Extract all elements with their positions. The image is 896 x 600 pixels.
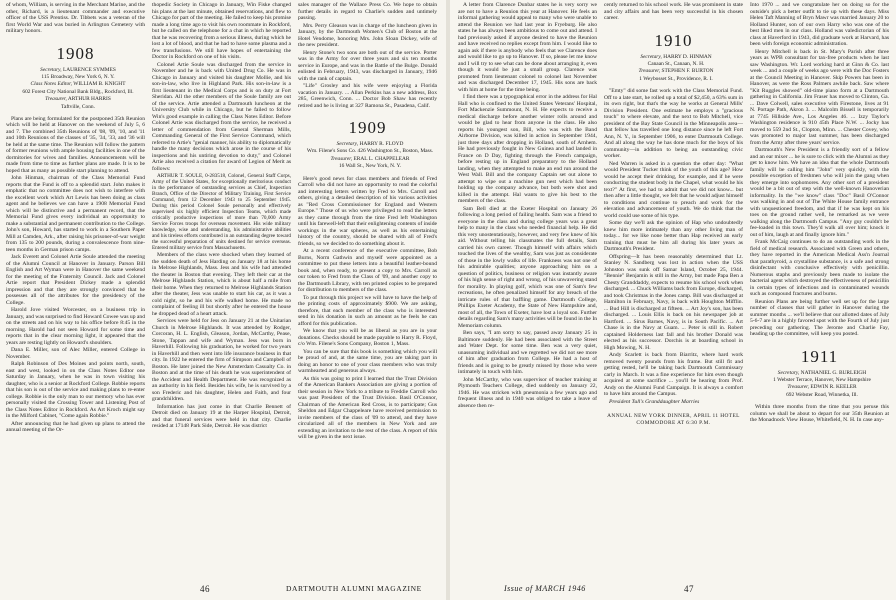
paragraph: I find there was a typographical error in the address for Hal Hall who is confined to the United States Veterans' Hospital, Fort Mackenzie Summount, N. H. He expects to receive a medical discharge before another winter rolls around and would be glad to hear from anyone in the class. He also reports his youngest son, Bill, who was with the Band Airborne Division, was killed in action in September 1944, just three days after dropping in Holland, south of Arnhem. He had previously fought in New Guinea and had landed in France on D Day, fighting through the French campaign, before resting up in England preparatory to the Holland landing, when they attempted to make an end run around the West Wall. Bill and the company Captain set out alone to attempt to wipe out a machine gun nest which had been holding up the company advance, but both were shot and killed in the attempt. Hal wants to give his best to the members of the class. (458, 94, 597, 204)
paragraph: Members of the class were shocked when they learned of the sudden death of Jess Harding on January 18 at his home in Melrose Highlands, Mass. Jess and his wife had attended the theater in Boston that evening. They left their car at the Melrose Highlands Station, which is about half a mile from their home. When they returned to Melrose Highlands Station after the theater, Jess was unable to start his car, as it was a cold night, so he and his wife walked home. He made no complaint of feeling ill but shortly after he entered the house he dropped dead of a heart attack. (152, 252, 291, 317)
paragraph: Harold Jove visited Worcester, on a business trip in January, and was surprised to find Howard Cowee was up and on the streets and on his way to his office before 8:45 in the morning. Harold had not seen Howard for some time and reports that in the clear morning light, it appeared that the years are resting lightly on Howard's shoulders. (6, 307, 145, 346)
class-year: 1909 (348, 118, 387, 137)
paragraph: Colonel Artie Soule was discharged from the service in November and he is back with United Drug Co. He was in Chicago in January and visited his daughter Mollie, and his son-in-law, who live in Highland Park. His son-in-law is a first lieutenant in the Medical Corps and is on duty at Fort Sheridan. All the other members of the Soule family are out of the service. Artie attended a Dartmouth luncheon at the University Club while in Chicago, but he failed to follow Win's good example in calling the Class Notes Editor. Before Colonel Artie was discharged from the service, he received a letter of commendation from General Sherman Mills, Commanding General of the First Service Command, which referred to Artie's "genial manner, his ability to diplomatically handle the many decisions which arose in the course of his inspections and his untiring devotion to duty," and Colonel Artie also received a citation for award of Legion of Merit as follows: (152, 61, 291, 172)
officer-address: Taftville, Conn. (61, 103, 95, 110)
officer-address: Wm. Filene's Sons Co. 426 Washington St., Boston, Mass. (306, 148, 434, 155)
page-number: 47 (684, 584, 694, 594)
right-column-2 (604, 2, 743, 580)
issue-footer: Issue of MARCH 1946 (504, 584, 586, 593)
officer-line: Secretary, HARRY D. HINMAN (640, 53, 712, 60)
paragraph: To put through this project we will have to have the help of the printing costs of approximately $900. We are asking, therefore, that each member of the class who is interested send in his donation in such an amount as he feels he can afford for this publication. (298, 294, 437, 327)
paragraph: Into 1970 ... and we congratulate her on doing so for the outside's pick a better outfit to tie up with these days. Miss Helen Taft Manning of Bryn Mawr was married January 20 to Holland Hunter, son of our own Harry who was one of the best liked men in our class. Holland was valedictorian of his class at Haverford in 1943, did graduate work at Harvard, has been with foreign economic administration. (750, 2, 889, 47)
officer-line: Secretary, NATHANIEL G. BURLEIGH (777, 369, 867, 376)
paragraph: Henry Stone's two sons are both out of the service. Porter was in the Army for over three years and six ten months service in Europe, and was in the Battle of the Bulge. Donald enlisted in February, 1943, was discharged in January, 1946 with the rank of captain. (298, 49, 437, 82)
paragraph: At a recent conference of the executive committee, Bob Burns, Norm Gathwin and myself were appointed as a committee to put these letters into a beautiful leather-bound book and, when ready, to present a copy to Mrs. Carroll as our token to Fred from the Class of '09, and another copy to the Dartmouth Library, with ten printed copies to be prepared for distribution to members of the class. (298, 248, 437, 294)
paragraph: You can be sure that this book is something which you will be proud of and, at the same time, you are taking part in doing an honor to one of your class members who was truly warmhearted and generous always. (298, 348, 437, 375)
class-1910-heading (604, 32, 743, 83)
officer-address: 16 Wall St., New York, N. Y. (338, 163, 402, 170)
officer-line: Class Notes Editor, WILLIAM B. KNIGHT (30, 81, 126, 88)
officer-address: 692 Webster Road, Winnetka, Ill. (786, 391, 858, 398)
paragraph: Reunion Plans are being further well set up for the large number of classes that will gather in Hanover during the summer months ... we'll believe that our allotted dates of July 5-6-7 are in a highly favored spot with the Fourth of July just preceding our gathering. The Jerome and Charlie Fay, heading up the committee, will keep you posted. (750, 298, 889, 337)
class-year: 1911 (800, 346, 839, 366)
paragraph: Ben says, "I am sorry to say, passed away January 25 in Baltimore suddenly. He had been associated with the Street and Water Dept. for some time. Ben was a very quiet, unassuming individual and we regretted we did not see more of him after graduation from College. He had a host of friends and is going to be greatly missed by those who were intimately in touch with him. (458, 330, 597, 375)
paragraph: John McCarthy, who was supervisor of teacher training at Plymouth Teachers College, died suddenly on January 22, 1946. He was stricken with pneumonia a few years ago and frequent illness and in 1940 was obliged to take a leave of absence then re- (458, 376, 597, 409)
paragraph: Frank McCaig continues to do an outstanding work in the field of medical research. Associated with Green and others, they have reported in the American Medical Ass'n Journal that parathyroid, a crystalline substance, is a safe and strong disinfectant with conclusive effectively with penicillin. Numerous staphs and previously been made to isolate the bacterial agent which destroyed the effectiveness of penicillin in certain types of infections and in contaminated wounds such as compound fractures and burns. (750, 239, 889, 297)
paragraph: As this was going to print I learned that the Trust Division of the American Bankers Association are giving a portion of their session in New York to a tribute to Freddie Carroll who was past President of the Trust Division. Basil O'Connor, Chairman of the American Red Cross, is to participate; Gus Sheldon and Edgar Chappeleare have received permission to invite members of the class of '09 to attend, and they have circularized all of the members in New York and are extending an invitation to the rest of the class. A report of this will be given in the next issue. (298, 375, 437, 441)
officer-line: Treasurer, STEPHEN F. BURTON (638, 68, 714, 75)
paragraph: Ned Warren is asked in a question the other day: "What would President Tucker think of the youth of this age? How would he accept their drinking, for example, and if he were conducting the student body in the Chapel, what would he his text?" At first, we had to admit that we did not know... but then after a little thought, we felt that he would adjust himself to conditions and continue to preach and work for the elevation and advancement of youth. We do think that the world could use some of his type. (604, 160, 743, 219)
paragraph: Some day we'll ask the opinion of Hap who undoubtedly knew him more intimately than any other living man of today... for we like none better than Hap received an early training that must be him all during his later years as Dartmouth's President. (604, 220, 743, 253)
officer-address: 1 Weybosset St., Providence, R. I. (639, 75, 713, 82)
running-footer: DARTMOUTH ALUMNI MAGAZINE (286, 584, 422, 593)
officer-line: Treasurer, ARTHUR HARRIS (45, 96, 111, 103)
officer-address: Canaan St., Canaan, N. H. (647, 60, 705, 67)
paragraph: We know that you will be as liberal as you are in your donations. Checks should be made payable to Harry R. Floyd, c/o Wm. Filene's Sons Company, Boston 1, Mass. (298, 328, 437, 348)
right-page-footer (450, 582, 896, 596)
class-1908-heading (6, 45, 145, 110)
paragraph: Services were held for Jess on January 21 at the Unitarian Church in Melrose Highlands. It was attended by Rodger, Corcoran, H. L. English, Gleason, Jordan, McCarthy, Pease, Stone, Tappan and wife and Wyman. Jess was born in Haverhill. Following his graduation, he worked for two years in Haverhill and then went into life insurance business in that city. In 1922 he entered the firm of Simpson and Campbell of Boston. He later joined the New Amsterdam Casualty Co. in Boston and at the time of his death he was superintendent of the Accident and Health Department. He was recognized as an authority in his field. Besides his wife, he is survived by a son Frederic and his daughter, Helen and Faith, and four grandchildren. (152, 318, 291, 402)
citation-paragraph: ARTHUR T. SOULE, 0-283518, Colonel, General Staff Corps, Army of the United States, for exceptionally meritorious conduct in the performance of outstanding services as Chief, Inspection Branch, Office of the Director of Military Training, First Service Command, from 12 December 1943 to 25 September 1945. During this period Colonel Soule personally and effectively supervised six highly efficient Inspection Teams, which made critically productive inspections of more than 70,000 Army Service Forces troops for overseas movement. His wide military knowledge, wise and understanding, his administrative abilities and his tireless efforts contributed in an outstanding degree toward the successful preparation of units destined for service overseas. Entered military service from Massachusetts. (152, 173, 291, 251)
class-year: 1910 (654, 30, 693, 50)
paragraph: Dartmouth's New President is a friendly sort of a fellow and an ear mixer ... he is sure to click with the Alumni as they get to know him. We have an idea that the whole Dartmouth family will be calling him "John" very quickly, with the possible exception of freshmen who will join the gang when they emerge into sophomores. Any other sort of a president would be a bit out of step with the well-known Hanoverian informality. In the "we know" class "Doc" Basil O'Connor was walking in and out of The White House family entrance with unquestioned freedom, and that if he was kept on his toes on the ground rather well, he remarked as we were walking along the Dartmouth Campus. "Any guy couldn't be fee-loaded in this town. They'd walk all over him; knock it out of him, laugh at and finally ignore him." (750, 147, 889, 238)
left-column-1 (6, 2, 145, 580)
paragraph: "Life" Grosley and his wife were enjoying a Florida vacation in January. ... Allan Perkins has a new address, Box 285, Greenwich, Conn. ... Doctor Bob Shaw has recently retired and he is living at 327 Ramona St., Pasadena, Calif. (298, 83, 437, 109)
paragraph: of whom, William, is serving in the Merchant Marine, and the other, Richard, is a lieutenant commander and executive officer of the USS Prentiss. Dr. Tibbets was a veteran of the first World War and was buried in Arlington Cemetery with military honors. (6, 2, 145, 34)
paragraph: Sam Bell died at the Exeter Hospital on January 26 following a long period of failing health. Sam was a friend to everyone in the class and during college years was a great help to many in the class who needed financial help. He did this very unostentatiously, however, and very few knew of his aid. Without telling his classmates the full details, Sam carried his own career. Though himself with affairs which touched the lives of the wealthy, Sam was just as considerate of those in the lowly walks of life. Frankness was not one of his admirable qualities; anyone approaching him on a question of politics, business or religion was instantly aware of his high sense of right and wrong, of his unwavering stand for morality. In playing golf, which was one of Sam's few recreations, he often penalized himself for any breach of the intricate rules of that baffling game. Dartmouth College, Phillips Exeter Academy, the State of New Hampshire and, most of all, the Town of Exeter, have lost a loyal son. Further details regarding Sam's many activities will be found in the In Memoriam column. (458, 205, 597, 329)
paragraph: Within three months from the time that you peruse this column we shall be about to depart for our 35th Reunion at the Monadnock View House, Whitefield, N. H. In case any- (750, 404, 889, 424)
left-column-3 (298, 2, 437, 580)
officer-line: Treasurer, ERAL L. CHAPPELEAR (330, 155, 410, 162)
officer-line: Secretary, HARRY R. FLOYD (336, 141, 404, 147)
paragraph: "Emty" did some fast work with the Class Memorial Fund. Off to a late start, he rolled up a total of $2,450, a 63% sum in its own right, but that's the way he works at General Mills' Division President. One estimate he employs a "gracious touch" to where elevate, and the next to Bob Mitchell, vice president of the Bay State Council in the Minneapolis area—that fellow has travelled one long distance since he left Fort Ann, N. Y., in September 1906, to enter Dartmouth College. And all along the way he has done much for the boys of his community—in addition to being an outstanding civic worker. (604, 88, 743, 160)
paragraph: After announcing that he had given up plans to attend the annual meeting of the Or- (6, 420, 145, 434)
left-page (0, 0, 446, 600)
right-column-3 (750, 2, 889, 580)
paragraph: Dana E. Miller, son of Alec Miller, entered College in November. (6, 347, 145, 360)
officer-address: 1 Webster Terrace, Hanover, New Hampshire (773, 376, 871, 383)
officer-address: 602 Forest City National Bank Bldg., Rockford, Ill. (22, 88, 134, 95)
dinner-announcement: ANNUAL NEW YORK DINNER, APRIL 11 HOTEL COMMODORE AT 6:30 P.M. (607, 413, 740, 427)
paragraph: Here's good news for class members and friends of Fred Carroll who did not have an opportunity to read the colorful and interesting letters written by Fred to Mrs. Carroll and others, giving a detailed description of his various activities as "Red Cross Commissioner for England and Western Europe." Those of us who were privileged to read the letters as they came through from the time Fred left Washington until his farewell-left that their enlightening contents of inside workings in the war spheres, as well as his entertaining history of the country, should be shared with all of Fred's friends, so we decided to do something about it. (298, 175, 437, 247)
subheading: President Tull's Granddaughter Marries (609, 398, 700, 405)
paragraph: Offspring—It has been reasonably determined that Lt. Stanley N. Sandberg was lost in action when the USS Johnston was sunk off Samar Island, October 25, 1944. "Bennie" Benjamin is still in the Army, but made Papa Ben a Chesty Granddaddy, expects to resume his school work when discharged. ... Chuck Williams back from Europe, discharged, and took Christmas in the Jones camp. Bill was discharged at Hamilton in February, Navy, is back with Houghton Mifflin. ... Bud Hill is discharged at fifteen. ... Art Joy's son, has been discharged. ... Louis Ellis is back on his newspaper job at Hartford. ... Sirus Barnes, Navy, is in South Pacific. ... Art Chase is in the Navy at Guam. ... Peter is still in. Robert captained Holderness last fall and his brother Donald was elected as his successor. Dorchis is at boarding school in High Mowing, N. H. (604, 253, 743, 351)
officer-address: 115 Broadway, New York 6, N. Y. (41, 73, 115, 80)
paragraph: thopedic Society in Chicago in January, Win Fiske changed his plans at the last minute, obtained reservations, and flew to Chicago for part of the meeting. He failed to keep his promise made a long time ago to visit his own roommate in Rockford, but he called on the telephone for a chat in which he reported that he was recovering from a serious illness, during which he lost a lot of blood, and that he had to have some plasma and a few transfusions. We still have hopes of entertaining the Doctor in Rockford on one of his visits. (152, 2, 291, 60)
paragraph: Jack Everett and Colonel Artie Soule attended the meeting of the Alumni Council at Hanover in January. Parson Bill English and Art Wyman were in Hanover the same weekend for the meeting of the Fraternity Council. Jack and Colonel Artie report that President Dickey made a splendid impression and that they are strongly convinced that he possesses all of the attributes for the presidency of the College. (6, 254, 145, 306)
class-year: 1908 (56, 43, 95, 63)
officer-line: Secretary, LAURENCE SYMMES (40, 66, 116, 73)
paragraph: A letter from Clarence Dunbar states he is very sorry we are not to have a Reunion this year at Hanover. He feels an informal gathering would appeal to many who were unable to attend the Reunion we had last year in Fryeburg. He also states he has always been ambitious to come out and attend. I had previously asked if anyone desired to have the Reunion and have received no replies except from him. I would like to again ask if there is anybody who feels that we Clarence does and would like to go up to Hanover. If so, please let me know and I will try to see what can be done about arranging it, even though it would be just a small group. Clarence was promoted from lieutenant colonel to colonel last November and was discharged December 17, 1945. His sons are back with him at home for the time being. (458, 2, 597, 93)
right-column-1 (458, 2, 597, 580)
paragraph: cently returned to his school work. He was prominent in state and city affairs and has been very successful in his chosen career. (604, 2, 743, 21)
paragraph: sales manager of the Wallace Press Co. We hope to obtain further details in regard to Charlie's sudden and untimely passing. (298, 2, 437, 21)
class-1911-heading (750, 348, 889, 399)
paragraph: Ralph Robinson of Des Moines and points north, south, east and west, looked in on the Class Notes Editor one Saturday in January, when he was in town visiting his daughter, who is a senior at Rockford College. Robbie reports that his son is out of the service and making plans to re-enter college. Robbie is the only man to our memory who has ever personally visited the Crossing Tower and Listening Post of the Class Notes Editor in Rockford. As Art Kroch might say in the Milford Cabinet, "Come again Robbie." (6, 361, 145, 420)
officer-line: Treasurer, EDWIN R. KEELER (787, 384, 857, 391)
paragraph: Henry Mitchell is back in St. Mary's Parish after three years as WPB consultant for tax-free products when he last saw Washington. Wr. Lord working hard at Ginn & Co. last week ... and a couple of weeks ago were with the Doc Fosters at the Council Meeting in Hanover. Skip Powers has been in Hanover, as were the Ross Palmers awhile back. Saw where "Kit Ruggles showed" old-time piano form at a Dartmouth gathering in California. Jim Fraser has moved to Clinton, Ga. ... Dave Colwell, sales executive with Firestone, lives at 91 N. Portage Path, Akron 3. ... Malcolm Bissell is temporarily at 7745 Hillside Ave., Los Angeles 46. ... Izzy Taylor's Washington residence is 910 45th Place N.W. ... Jocky has moved to 559 2nd St., Clopton, Minn. ... Chester Covey, who was promoted to major last summer, has been discharged from the Army after three years' service. (750, 48, 889, 146)
paragraph: Andy Scarlett is back from Biarritz, where hard work removed twenty pounds from his frame. But still fit and getting rested, he'll be taking back Dartmouth Commissary carly in March. It was a fine experience for him even though acquired at some sacrifice ... you'll be hearing from Prof. Andy on the Alumni Fund Campaign. It is always a comfort to have him around the Campus. (604, 352, 743, 398)
right-page (450, 0, 896, 600)
class-1909-heading (298, 119, 437, 170)
paragraph: Mrs. Perry Gleason was in charge of the luncheon given in January, by the Dartmouth Women's Club of Boston at the Hotel Vendome, honoring Mrs. John Sloan Dickey, wife of the new president. (298, 22, 437, 48)
paragraph: John Hinman, chairman of the Class Memorial Fund reports that the Fund is off to a splendid start. John makes it emphatic that no committee does not wish to interfere with the excellent work which Art Lewis has been doing as class agent and he believes we can have a 1908 Memorial Fund which will be distinctive and a permanent record, that the Memorial Fund gives every individual an opportunity to make a substantial and permanent contribution to the College. John's son, Howard, has started to work in a Southern Paper Mill at Camden, Ark., after raising his prisoner-of-war weight from 135 to 200 pounds, during a convalescence from nine-teen months in German prison camps. (6, 175, 145, 253)
left-page-footer (0, 582, 446, 596)
paragraph: Information has just come in that Charlie Bennett of Detroit died on January 19 at the Harper Hospital, Detroit, and that funeral services were held in that city. Charlie resided at 17148 Park Side, Detroit. He was district (152, 403, 291, 429)
paragraph: Plans are being formulated for the postponed 35th Reunion which will be held at Hanover on the weekend of July 5, 6 and 7. The combined 35th Reunions of '08, '09, '10, and '11 and 10th Reunions of the classes of '35, '34, '33, and '36 will be held at the same time. The Reunion will follow the pattern of former reunions with ample housing facilities in one of the dormitories for wives and families. Announcements will be made from time to time as further plans are made. It is to be hoped that as many as possible start planning to attend. (6, 115, 145, 174)
left-column-2 (152, 2, 291, 580)
page-number: 46 (200, 584, 210, 594)
